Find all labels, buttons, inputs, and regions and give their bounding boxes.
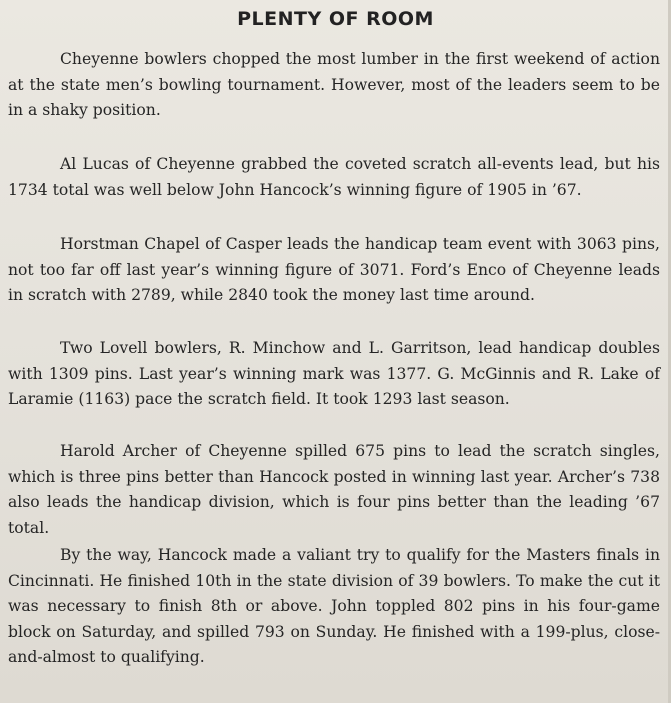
- article-headline: PLENTY OF ROOM: [237, 8, 434, 30]
- article-paragraph-4: Two Lovell bowlers, R. Minchow and L. Garritson, lead handicap doubles with 1309 pins. Last year’s winning mark was 1377. G. McGinnis and R. Lake of Laramie (1163) pace the scratch field. It took 1293 last season.: [8, 339, 660, 409]
- article-paragraph-3: Horstman Chapel of Casper leads the handicap team event with 3063 pins, not too far off last year’s winning figure of 3071. Ford’s Enco of Cheyenne leads in scratch with 2789, while 2840 took the money last time around.: [8, 235, 660, 305]
- article-paragraph-2: Al Lucas of Cheyenne grabbed the coveted scratch all-events lead, but his 1734 total was well below John Hancock’s winning figure of 1905 in ’67.: [8, 155, 660, 199]
- article-paragraph-1: Cheyenne bowlers chopped the most lumber in the first weekend of action at the state men’s bowling tournament. However, most of the leaders seem to be in a shaky position.: [8, 50, 660, 120]
- article-paragraph-5: Harold Archer of Cheyenne spilled 675 pins to lead the scratch singles, which is three pins better than Hancock posted in winning last year. Archer’s 738 also leads the handicap division, which is four pins better than the leading ’67 total.: [8, 442, 660, 537]
- article-paragraph-6: By the way, Hancock made a valiant try to qualify for the Masters finals in Cincinnati. He finished 10th in the state division of 39 bowlers. To make the cut it was necessary to finish 8th or above. John toppled 802 pins in his four-game block on Saturday, and spilled 793 on Sunday. He finished with a 199-plus, close-and-almost to qualifying.: [8, 546, 660, 667]
